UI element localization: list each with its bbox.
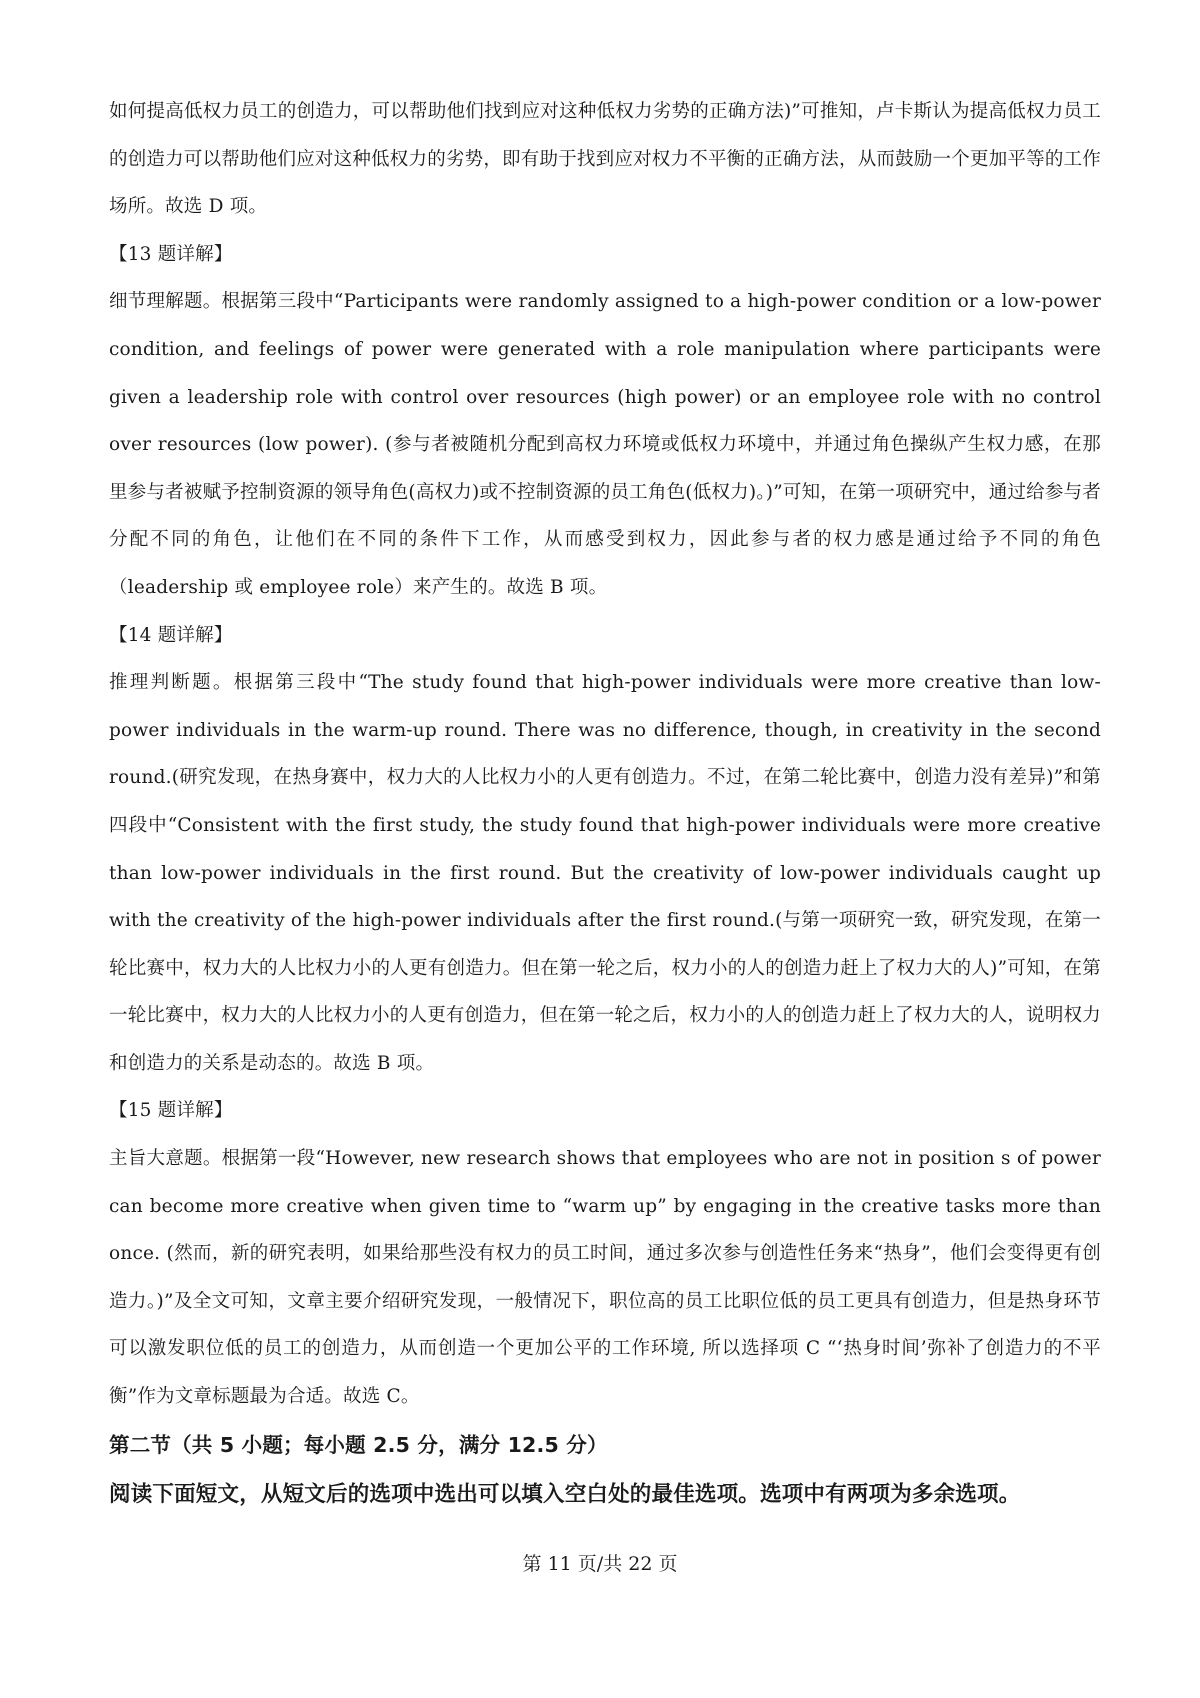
paragraph-q12-continuation: 如何提高低权力员工的创造力，可以帮助他们找到应对这种低权力劣势的正确方法)”可推知，卢卡斯认为提高低权力员工的创造力可以帮助他们应对这种低权力的劣势，即有助于找到应对权力不平衡的正确方法，从而鼓励一个更加平等的工作场所。故选 D 项。	[109, 101, 1101, 218]
section-instruction: 阅读下面短文，从短文后的选项中选出可以填入空白处的最佳选项。选项中有两项为多余选项。	[109, 1481, 1021, 1507]
page-number-footer: 第 11 页/共 22 页	[522, 1553, 678, 1575]
paragraph-q13: 细节理解题。根据第三段中“Participants were randomly assigned to a high-power condition or a low-power condition, and feelings of power were generated with a role manipulation where participants were given a leadership role with control over resources (high power) or an employee role with no control over resources (low power). (参与者被随机分配到高权力环境或低权力环境中，并通过角色操纵产生权力感，在那里参与者被赋予控制资源的领导角色(高权力)或不控制资源的员工角色(低权力)。)”可知，在第一项研究中，通过给参与者分配不同的角色，让他们在不同的条件下工作，从而感受到权力，因此参与者的权力感是通过给予不同的角色（leadership 或 employee role）来产生的。故选 B 项。	[109, 291, 1101, 598]
heading-q15: 【15 题详解】	[109, 1100, 233, 1122]
section-title: 第二节（共 5 小题；每小题 2.5 分，满分 12.5 分）	[109, 1432, 608, 1457]
heading-q13: 【13 题详解】	[109, 243, 233, 265]
document-body	[109, 88, 1101, 1519]
heading-q14: 【14 题详解】	[109, 624, 233, 646]
paragraph-q15: 主旨大意题。根据第一段“However, new research shows that employees who are not in position s of power can become more creative when given time to “warm up” by engaging in the creative tasks more than once. (然而，新的研究表明，如果给那些没有权力的员工时间，通过多次参与创造性任务来“热身”，他们会变得更有创造力。)”及全文可知，文章主要介绍研究发现，一般情况下，职位高的员工比职位低的员工更具有创造力，但是热身环节可以激发职位低的员工的创造力，从而创造一个更加公平的工作环境, 所以选择项 C “‘热身时间’弥补了创造力的不平衡”作为文章标题最为合适。故选 C。	[109, 1148, 1101, 1408]
paragraph-q14: 推理判断题。根据第三段中“The study found that high-power individuals were more creative than low-power individuals in the warm-up round. There was no difference, though, in creativity in the second round.(研究发现，在热身赛中，权力大的人比权力小的人更有创造力。不过，在第二轮比赛中，创造力没有差异)”和第四段中“Consistent with the first study, the study found that high-power individuals were more creative than low-power individuals in the first round. But the creativity of low-power individuals caught up with the creativity of the high-power individuals after the first round.(与第一项研究一致，研究发现，在第一轮比赛中，权力大的人比权力小的人更有创造力。但在第一轮之后，权力小的人的创造力赶上了权力大的人)”可知，在第一轮比赛中，权力大的人比权力小的人更有创造力，但在第一轮之后，权力小的人的创造力赶上了权力大的人，说明权力和创造力的关系是动态的。故选 B 项。	[109, 672, 1101, 1074]
